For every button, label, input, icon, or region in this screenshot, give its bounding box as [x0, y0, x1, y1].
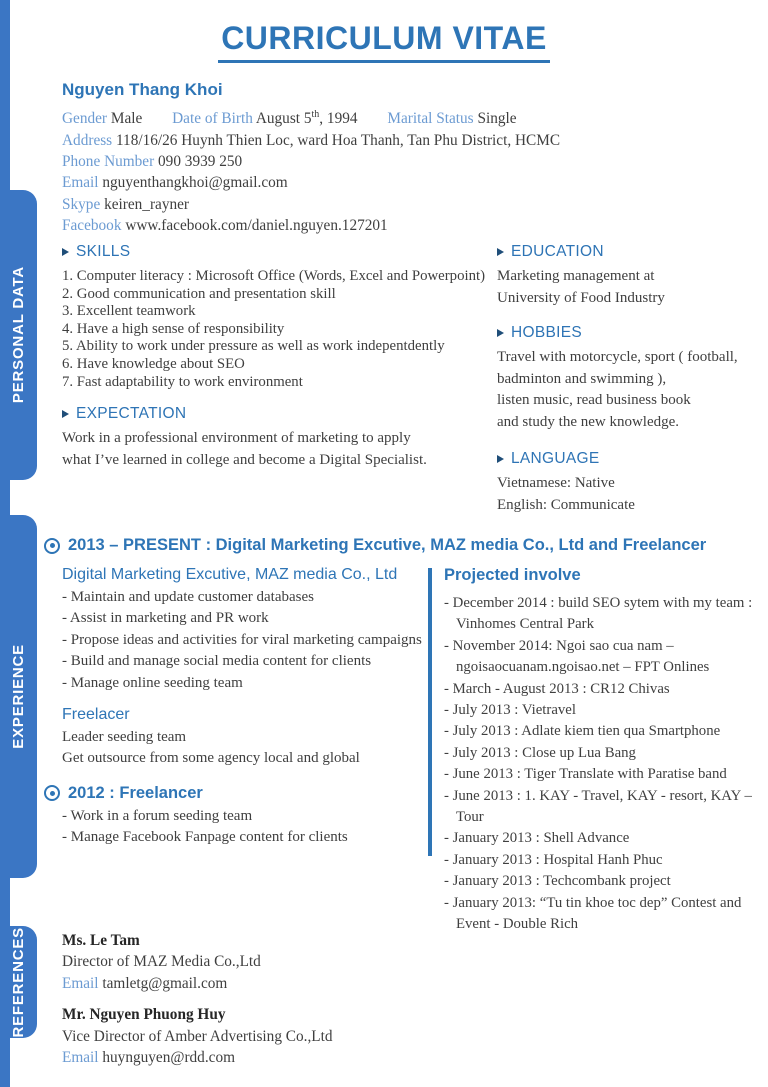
email-label: Email: [62, 174, 99, 192]
fisheye-icon: [44, 538, 60, 554]
reference-entry: [62, 930, 333, 994]
skills-item: 1. Computer literacy : Microsoft Office (Words, Excel and Powerpoint): [62, 268, 486, 284]
skype-label: Skype: [62, 195, 101, 213]
project-item: - March - August 2013 : CR12 Chivas: [444, 680, 670, 697]
page-title: CURRICULUM VITAE: [218, 20, 550, 63]
projects-list: [444, 593, 761, 936]
phone-label: Phone Number: [62, 152, 155, 170]
project-item: - July 2013 : Close up Lua Bang: [444, 744, 636, 761]
personal-row-address: [62, 130, 560, 151]
hobbies-heading-label: HOBBIES: [511, 324, 583, 341]
job2-line: Get outsource from some agency local and global: [62, 750, 360, 767]
project-item: - June 2013 : 1. KAY - Travel, KAY - resort, KAY – Tour: [444, 787, 752, 826]
expectation-line: what I’ve learned in college and become a Digital Specialist.: [62, 451, 427, 468]
marital-status-value: Single: [477, 110, 517, 128]
hobbies-line: badminton and swimming ),: [497, 370, 667, 387]
sidebar-tab-experience-label: EXPERIENCE: [10, 644, 27, 749]
expectation-heading-label: EXPECTATION: [76, 405, 187, 423]
person-name: Nguyen Thang Khoi: [62, 80, 223, 99]
experience-2012-heading: [44, 784, 434, 803]
personal-row-basic: [62, 104, 560, 129]
experience-2013-heading-label: 2013 – PRESENT : Digital Marketing Excutive, MAZ media Co., Ltd and Freelancer: [68, 536, 707, 554]
arrow-bullet-icon: [497, 455, 504, 463]
sidebar-tab-personal-data: [0, 190, 37, 480]
personal-row-facebook: [62, 215, 560, 236]
gender-label: Gender: [62, 110, 108, 128]
email-value: nguyenthangkhoi@gmail.com: [102, 174, 288, 192]
job1-duty: - Propose ideas and activities for viral marketing campaigns: [62, 631, 422, 648]
project-item: - January 2013 : Techcombank project: [444, 873, 671, 890]
hobbies-section: [497, 324, 741, 433]
job3-duty: - Manage Facebook Fanpage content for clients: [62, 829, 348, 846]
sidebar-tab-references: [0, 926, 37, 1038]
hobbies-line: Travel with motorcycle, sport ( football,: [497, 349, 738, 365]
skills-item: 3. Excellent teamwork: [62, 303, 196, 320]
education-section: [497, 243, 741, 309]
experience-2013-heading: [44, 536, 754, 555]
reference-email-row: [62, 973, 333, 994]
hobbies-line: listen music, read business book: [497, 392, 691, 408]
address-value: 118/16/26 Huynh Thien Loc, ward Hoa Thanh, Tan Phu District, HCMC: [115, 131, 561, 149]
arrow-bullet-icon: [497, 329, 504, 337]
project-item: - December 2014 : build SEO sytem with my team : Vinhomes Central Park: [444, 595, 753, 633]
job1-duties-list: [62, 587, 434, 694]
education-line: Marketing management at: [497, 268, 655, 284]
job3-duties-list: [62, 806, 434, 849]
email-label: Email: [62, 974, 99, 992]
education-heading-label: EDUCATION: [511, 243, 604, 260]
reference-email: huynguyen@rdd.com: [102, 1049, 235, 1067]
personal-row-skype: [62, 194, 560, 215]
project-item: - July 2013 : Adlate kiem tien qua Smartphone: [444, 723, 721, 740]
skills-list: [62, 268, 496, 391]
reference-position: Vice Director of Amber Advertising Co.,Ltd: [62, 1027, 333, 1045]
language-section: [497, 450, 741, 516]
sidebar-tab-personal-data-label: PERSONAL DATA: [10, 266, 27, 404]
references-section: [62, 930, 333, 1068]
language-line: Vietnamese: Native: [497, 475, 615, 491]
language-line: English: Communicate: [497, 496, 635, 513]
reference-email-row: [62, 1047, 333, 1068]
reference-name: Ms. Le Tam: [62, 932, 140, 949]
skills-heading-label: SKILLS: [76, 243, 131, 260]
arrow-bullet-icon: [62, 410, 69, 418]
project-item: - January 2013: “Tu tin khoe toc dep” Contest and Event - Double Rich: [444, 894, 742, 933]
arrow-bullet-icon: [62, 248, 69, 256]
expectation-section: [62, 405, 496, 471]
phone-value: 090 3939 250: [158, 152, 243, 170]
skills-item: 7. Fast adaptability to work environment: [62, 373, 303, 390]
personal-row-email: [62, 172, 560, 193]
projects-column: [444, 566, 761, 936]
job1-duty: - Assist in marketing and PR work: [62, 610, 269, 627]
skype-value: keiren_rayner: [104, 195, 190, 213]
arrow-bullet-icon: [497, 248, 504, 256]
gender-value: Male: [110, 110, 143, 128]
skills-section: [62, 243, 496, 471]
reference-position: Director of MAZ Media Co.,Ltd: [62, 953, 261, 971]
project-item: - November 2014: Ngoi sao cua nam – ngoisaocuanam.ngoisao.net – FPT Onlines: [444, 637, 710, 676]
job1-duty: - Manage online seeding team: [62, 674, 243, 691]
job2-line: Leader seeding team: [62, 729, 187, 746]
personal-row-phone: [62, 151, 560, 172]
experience-2012-heading-label: 2012 : Freelancer: [68, 783, 203, 802]
project-item: - June 2013 : Tiger Translate with Paratise band: [444, 766, 727, 783]
education-heading: [497, 243, 741, 261]
facebook-value: www.facebook.com/daniel.nguyen.127201: [125, 216, 388, 234]
reference-email: tamletg@gmail.com: [102, 974, 228, 992]
sidebar-tab-experience: [0, 515, 37, 878]
reference-entry: [62, 1004, 333, 1068]
expectation-line: Work in a professional environment of marketing to apply: [62, 430, 411, 447]
skills-item: 5. Ability to work under pressure as well as work indepentdently: [62, 338, 445, 355]
address-label: Address: [62, 131, 113, 149]
skills-item: 4. Have a high sense of responsibility: [62, 320, 285, 337]
skills-heading: [62, 243, 496, 261]
job1-duty: - Build and manage social media content for clients: [62, 653, 372, 670]
title-bar: [0, 20, 768, 63]
experience-column-divider: [428, 568, 432, 856]
project-item: - July 2013 : Vietravel: [444, 702, 576, 719]
skills-item: 6. Have knowledge about SEO: [62, 355, 245, 372]
skills-item: 2. Good communication and presentation skill: [62, 285, 336, 302]
job2-title: Freelacer: [62, 706, 130, 724]
hobbies-line: and study the new knowledge.: [497, 413, 680, 430]
dob-label: Date of Birth: [172, 110, 253, 128]
reference-name: Mr. Nguyen Phuong Huy: [62, 1006, 226, 1024]
email-label: Email: [62, 1049, 99, 1067]
marital-status-label: Marital Status: [387, 110, 474, 128]
personal-data-section: [62, 79, 560, 236]
fisheye-icon: [44, 785, 60, 801]
project-item: - January 2013 : Shell Advance: [444, 830, 630, 847]
language-heading-label: LANGUAGE: [511, 450, 600, 467]
sidebar-tab-references-label: REFERENCES: [10, 926, 27, 1038]
experience-left-column: [62, 566, 434, 849]
job1-title: Digital Marketing Excutive, MAZ media Co., Ltd: [62, 566, 398, 583]
job3-duty: - Work in a forum seeding team: [62, 807, 253, 824]
language-heading: [497, 450, 741, 468]
dob-value: August 5th, 1994: [255, 109, 358, 128]
expectation-heading: [62, 405, 496, 423]
job1-duty: - Maintain and update customer databases: [62, 589, 314, 605]
education-line: University of Food Industry: [497, 289, 665, 306]
education-hobbies-language-column: [497, 243, 741, 516]
facebook-label: Facebook: [62, 216, 122, 234]
projects-heading: Projected involve: [444, 566, 581, 584]
project-item: - January 2013 : Hospital Hanh Phuc: [444, 851, 663, 868]
hobbies-heading: [497, 324, 741, 342]
